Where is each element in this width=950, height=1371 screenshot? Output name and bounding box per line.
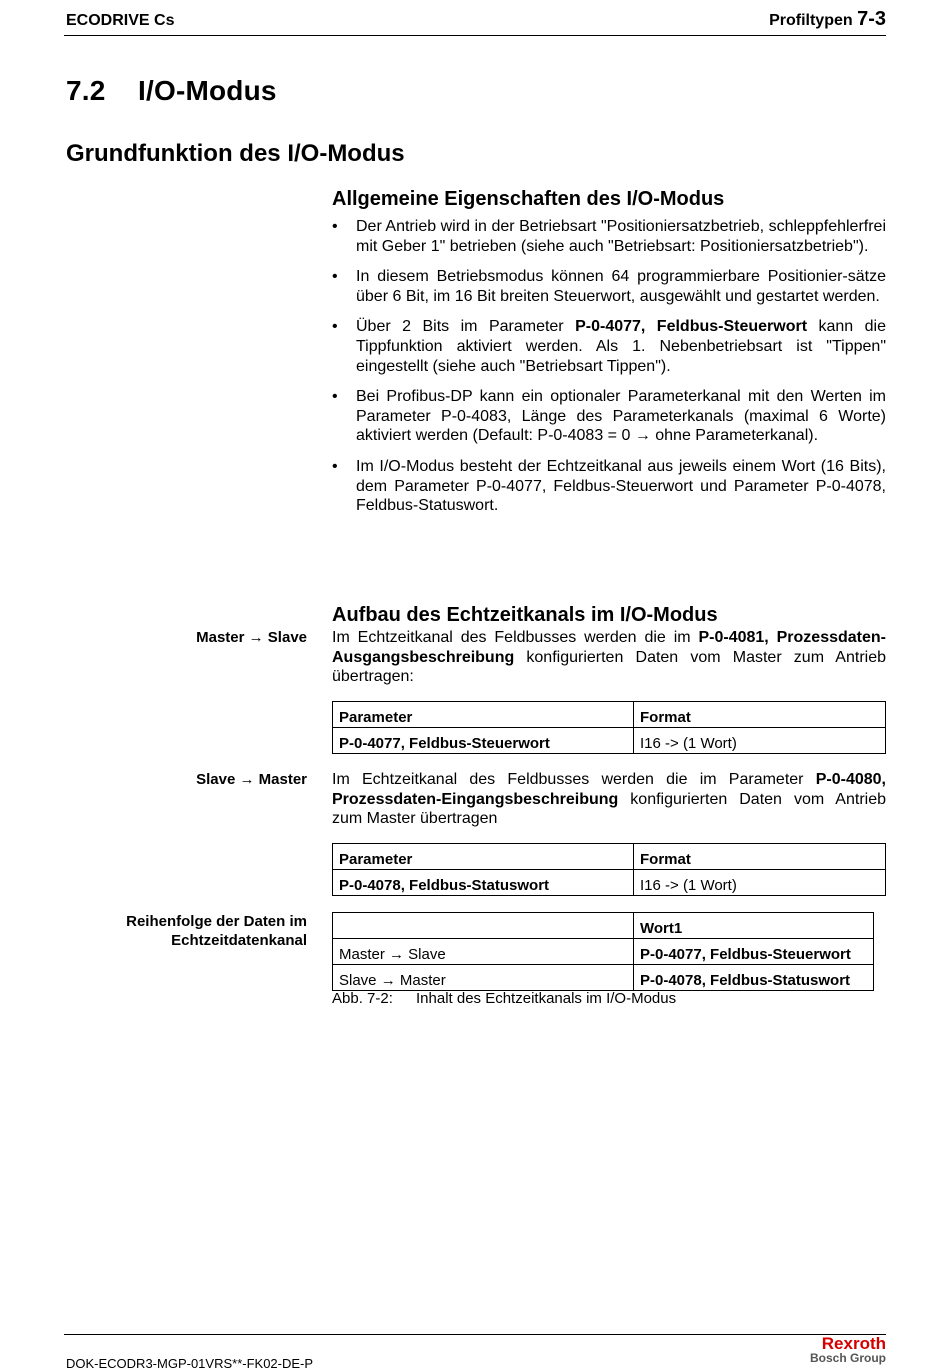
table-row xyxy=(333,965,874,991)
header-rule xyxy=(64,35,886,36)
paragraph-text-post: konfigurierten Daten vom Antrieb zum Master übertragen xyxy=(332,790,886,828)
bullet-text-post: ohne Parameterkanal). xyxy=(650,427,819,445)
section-title: I/O-Modus xyxy=(138,75,277,106)
general-properties-heading: Allgemeine Eigenschaften des I/O-Modus xyxy=(332,188,725,210)
header-chapter xyxy=(769,8,886,31)
realtime-channel-heading: Aufbau des Echtzeitkanals im I/O-Modus xyxy=(332,604,718,626)
bullet-item xyxy=(332,217,886,256)
table-header-cell: Format xyxy=(634,844,886,870)
footer-rule xyxy=(64,1334,886,1335)
logo-brand: Rexroth xyxy=(821,1334,886,1353)
bullet-symbol: • xyxy=(332,268,338,286)
bullet-item xyxy=(332,267,886,306)
rexroth-logo xyxy=(809,1334,886,1365)
paragraph-text-bold: P-0-4081, Prozessdaten-Ausgangsbeschreibung xyxy=(332,629,887,666)
page-number: 7-3 xyxy=(857,8,886,30)
header-doc-title: ECODRIVE Cs xyxy=(66,12,175,29)
paragraph-text-bold: P-0-4080, Prozessdaten-Eingangsbeschreibung xyxy=(332,771,886,808)
bullet-item xyxy=(332,317,886,376)
master-slave-paragraph xyxy=(332,628,886,687)
table-cell: P-0-4077, Feldbus-Steuerwort xyxy=(634,939,874,965)
table-cell: P-0-4078, Feldbus-Statuswort xyxy=(634,965,874,991)
subsection-heading: Grundfunktion des I/O-Modus xyxy=(66,140,405,167)
table-cell: Slave → Master xyxy=(333,965,634,991)
margin-label-line: Reihenfolge der Daten im xyxy=(126,913,307,930)
bullet-text: Im I/O-Modus besteht der Echtzeitkanal aus jeweils einem Wort (16 Bits), dem Parameter P-0-4077, Feldbus-Steuerwort und Parameter P-0-4078, Feldbus-Statuswort. xyxy=(356,457,886,515)
paragraph-text-pre: Im Echtzeitkanal des Feldbusses werden die im xyxy=(332,629,699,646)
table-header-cell: Parameter xyxy=(333,844,634,870)
bullet-item xyxy=(332,387,886,446)
slave-master-table xyxy=(332,843,886,896)
data-order-table xyxy=(332,912,874,991)
table-header-cell: Wort1 xyxy=(634,913,874,939)
section-heading xyxy=(66,75,277,107)
header-chapter-label: Profiltypen xyxy=(769,12,853,29)
bullet-symbol: • xyxy=(332,388,338,406)
table-header-row xyxy=(333,844,886,870)
bullet-symbol: • xyxy=(332,457,338,475)
bullet-item xyxy=(332,457,886,516)
table-header-cell: Parameter xyxy=(333,702,634,728)
slave-master-paragraph xyxy=(332,770,886,829)
margin-label-line: Echtzeitdatenkanal xyxy=(171,932,307,949)
table-row xyxy=(333,939,874,965)
bullet-symbol: • xyxy=(332,218,338,235)
paragraph-text-pre: Im Echtzeitkanal des Feldbusses werden die im Parameter xyxy=(332,771,816,788)
general-properties-list xyxy=(332,217,886,527)
figure-caption-text: Inhalt des Echtzeitkanals im I/O-Modus xyxy=(416,990,677,1007)
paragraph-text-post: konfigurierten Daten vom Master zum Antrieb übertragen: xyxy=(332,648,886,686)
table-cell: P-0-4078, Feldbus-Statuswort xyxy=(333,870,634,896)
table-header-cell xyxy=(333,913,634,939)
margin-label-data-order xyxy=(64,912,307,950)
table-header-row xyxy=(333,702,886,728)
margin-label-master-slave: Master → Slave xyxy=(196,629,307,646)
margin-label-slave-master: Slave → Master xyxy=(196,771,307,788)
bullet-symbol: • xyxy=(332,318,338,336)
table-header-row xyxy=(333,913,874,939)
bullet-text-pre: Über 2 Bits im Parameter xyxy=(356,318,576,336)
master-slave-table xyxy=(332,701,886,754)
logo-sub: Bosch Group xyxy=(809,1351,886,1365)
bullet-text: In diesem Betriebsmodus können 64 programmierbare Positionier-sätze über 6 Bit, im 16 Bit breiten Steuerwort, ausgewählt und gestartet werden. xyxy=(356,268,886,305)
table-header-cell: Format xyxy=(634,702,886,728)
table-row xyxy=(333,870,886,896)
table-cell: I16 -> (1 Wort) xyxy=(634,870,886,896)
bullet-text: Der Antrieb wird in der Betriebsart "Positioniersatzbetrieb, schleppfehlerfrei mit Geber 1" betrieben (siehe auch "Betriebsart: Positioniersatzbetrieb"). xyxy=(356,218,886,255)
table-cell: P-0-4077, Feldbus-Steuerwort xyxy=(333,728,634,754)
bullet-text-bold: P-0-4077, Feldbus-Steuerwort xyxy=(575,318,808,336)
table-cell: Master → Slave xyxy=(333,939,634,965)
figure-caption-label: Abb. 7-2: xyxy=(332,990,393,1007)
table-row xyxy=(333,728,886,754)
table-cell: I16 -> (1 Wort) xyxy=(634,728,886,754)
bullet-text-post: kann die Tippfunktion aktiviert werden. Als 1. Nebenbetriebsart ist "Tippen" eingestellt (siehe auch "Betriebsart Tippen"). xyxy=(356,318,886,375)
section-number: 7.2 xyxy=(66,75,106,106)
bullet-text-pre: Bei Profibus-DP kann ein optionaler Parameterkanal mit den Werten im Parameter P-0-4083, Länge des Parameterkanals (maximal 6 Worte) aktiviert werden (Default: P-0-4083 = 0 xyxy=(356,388,886,445)
footer-doc-id: DOK-ECODR3-MGP-01VRS**-FK02-DE-P xyxy=(66,1356,314,1371)
arrow-icon: → xyxy=(634,427,651,445)
figure-caption xyxy=(332,990,676,1007)
